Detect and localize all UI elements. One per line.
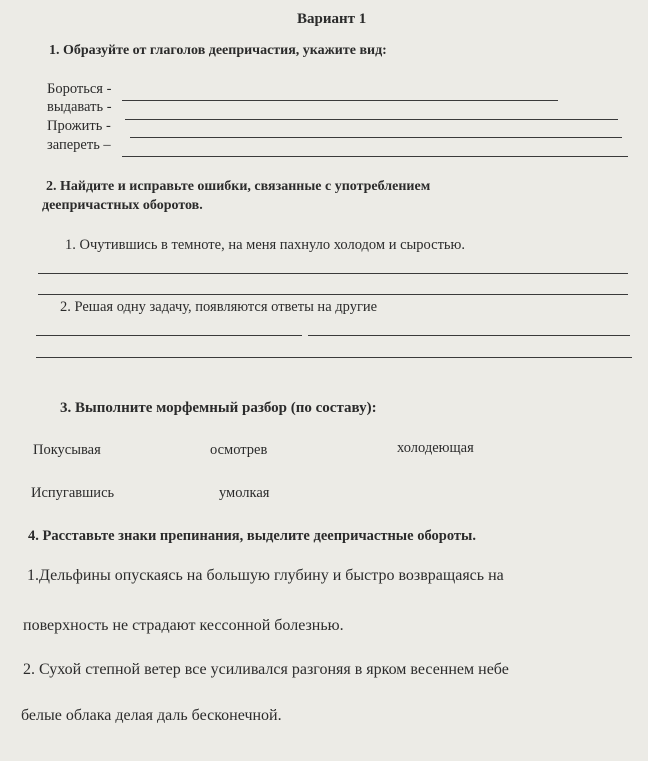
task1-item-4: запереть – — [47, 137, 111, 153]
task3-word-4: Испугавшись — [31, 485, 115, 501]
task1-item-3: Прожить - — [47, 118, 111, 134]
task3-word-2: осмотрев — [210, 442, 268, 458]
answer-line — [122, 100, 558, 101]
task2-heading-line1: 2. Найдите и исправьте ошибки, связанные с употреблением — [46, 179, 431, 194]
task3-word-1: Покусывая — [33, 442, 101, 458]
answer-line — [36, 357, 632, 358]
task1-item-2: выдавать - — [47, 99, 112, 115]
task1-heading: 1. Образуйте от глаголов деепричастия, укажите вид: — [49, 43, 387, 58]
task2-sentence-1: 1. Очутившись в темноте, на меня пахнуло холодом и сыростью. — [65, 237, 465, 253]
task3-word-5: умолкая — [219, 485, 270, 501]
task4-line-4: белые облака делая даль бесконечной. — [21, 707, 282, 724]
task3-word-3: холодеющая — [397, 440, 474, 456]
answer-line — [122, 156, 628, 157]
answer-line — [130, 137, 622, 138]
task2-heading-line2: деепричастных оборотов. — [42, 198, 203, 213]
page-title: Вариант 1 — [297, 11, 367, 27]
answer-line — [125, 119, 618, 120]
answer-line — [38, 273, 628, 274]
task4-line-2: поверхность не страдают кессонной болезнью. — [23, 617, 344, 634]
task4-line-1: 1.Дельфины опускаясь на большую глубину и быстро возвращаясь на — [27, 567, 504, 584]
answer-line — [36, 335, 302, 336]
task3-heading: 3. Выполните морфемный разбор (по составу): — [60, 400, 377, 416]
task1-item-1: Бороться - — [47, 81, 112, 97]
answer-line — [38, 294, 628, 295]
task2-sentence-2: 2. Решая одну задачу, появляются ответы на другие — [60, 299, 378, 315]
task4-heading: 4. Расставьте знаки препинания, выделите деепричастные обороты. — [28, 528, 476, 544]
task4-line-3: 2. Сухой степной ветер все усиливался разгоняя в ярком весеннем небе — [23, 661, 509, 678]
answer-line — [308, 335, 630, 336]
